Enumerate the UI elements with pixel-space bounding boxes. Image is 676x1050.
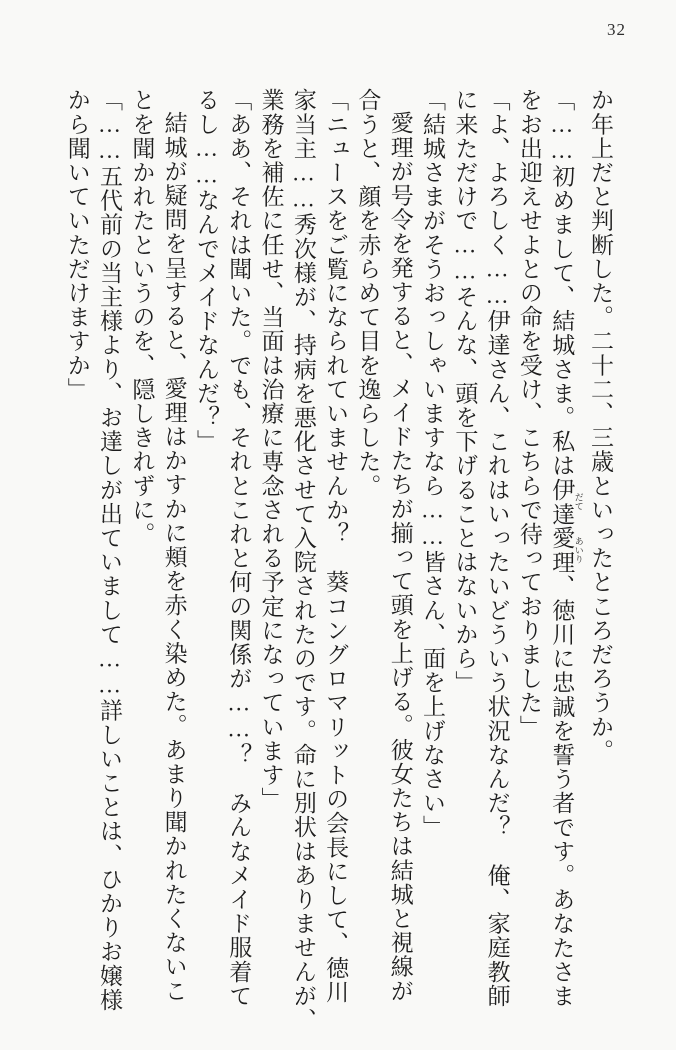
text-line: 「結城さまがそうおっしゃいますなら……皆さん、面を上げなさい」 xyxy=(420,88,446,840)
text-line: とを聞かれたというのを、隠しきれずに。 xyxy=(129,88,155,546)
text-line: 結城が疑問を呈すると、愛理はかすかに頬を赤く染めた。あまり聞かれたくないこ xyxy=(161,111,187,1003)
text-line: か年上だと判断した。二十二、三歳といったところだろうか。 xyxy=(588,88,613,763)
text-line: に来ただけで……そんな、頭を下げることはないから」 xyxy=(452,88,478,695)
vertical-text-block xyxy=(60,88,616,1032)
text-line: 愛理が号令を発すると、メイドたちが揃って頭を上げる。彼女たちは結城と視線が xyxy=(387,111,413,1003)
text-line: 「……初めまして、結城さま。私は伊達 だて愛理 あいり、徳川に忠誠を誓う者です。あなたさま xyxy=(549,88,584,1008)
text-line: をお出迎えせよとの命を受け、こちらで待っておりました」 xyxy=(516,88,542,739)
text-line: 「……五代前の当主様より、お達しが出ていまして……詳しいことは、ひかりお嬢様 xyxy=(97,88,123,1012)
page-number: 32 xyxy=(607,20,626,39)
text-line: 合うと、顔を赤らめて目を逸らした。 xyxy=(355,88,381,498)
text-line: 業務を補佐に任せ、当面は治療に専念される予定になっています」 xyxy=(258,88,284,811)
ruby-annotated-name: 伊達 だて xyxy=(549,477,584,526)
text-line: るし……なんでメイドなんだ？」 xyxy=(193,88,219,454)
text-line: 「よ、よろしく……伊達さん、これはいったいどういう状況なんだ？ 俺、家庭教師 xyxy=(484,88,510,1008)
text-line: から聞いていただけますか」 xyxy=(64,88,90,402)
text-line: 「ああ、それは聞いた。でも、それとこれと何の関係が……？ みんなメイド服着て xyxy=(226,88,252,1008)
text-line: 「ニュースをご覧になられていませんか？ 葵コングロマリットの会長にして、徳川 xyxy=(323,88,349,1004)
ruby-annotated-name: 愛理 あいり xyxy=(549,525,584,575)
text-line: 家当主……秀次様が、持病を悪化させて入院されたのです。命に別状はありませんが、 xyxy=(290,88,316,1032)
